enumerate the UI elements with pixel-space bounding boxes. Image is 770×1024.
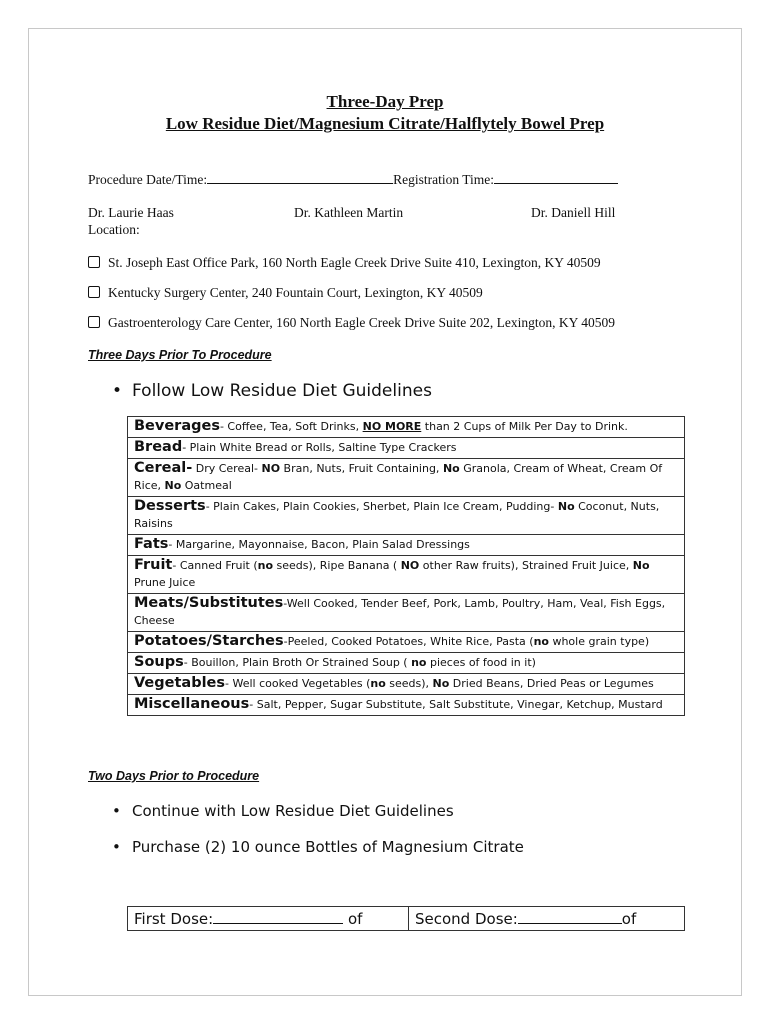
second-dose-cell <box>409 907 685 931</box>
diet-row <box>128 632 685 653</box>
location-text: Kentucky Surgery Center, 240 Fountain Court, Lexington, KY 40509 <box>108 285 483 300</box>
diet-cell <box>128 632 685 653</box>
diet-category: Potatoes/Starches <box>134 633 284 649</box>
diet-category: Cereal- <box>134 460 193 476</box>
location-label: Location: <box>88 222 140 237</box>
diet-text: - Plain Cakes, Plain Cookies, Sherbet, Plain Ice Cream, Pudding- <box>205 500 558 513</box>
diet-row <box>128 497 685 535</box>
diet-text: other Raw fruits), Strained Fruit Juice, <box>419 559 633 572</box>
diet-category: Meats/Substitutes <box>134 595 284 611</box>
diet-cell <box>128 438 685 459</box>
diet-cell <box>128 535 685 556</box>
bullet-text: Purchase (2) 10 ounce Bottles of Magnesium Citrate <box>132 838 524 856</box>
location-option-2[interactable] <box>88 285 483 301</box>
diet-row <box>128 535 685 556</box>
first-dose-field[interactable] <box>213 909 343 924</box>
diet-cell <box>128 653 685 674</box>
second-dose-label: Second Dose: <box>415 910 518 928</box>
checkbox-icon[interactable] <box>88 286 100 298</box>
checkbox-icon[interactable] <box>88 316 100 328</box>
diet-text: Prune Juice <box>134 576 196 589</box>
bullet-icon: • <box>112 802 121 820</box>
doctor-1: Dr. Laurie Haas <box>88 205 174 220</box>
diet-category: Soups <box>134 654 184 670</box>
diet-text: Bran, Nuts, Fruit Containing, <box>280 462 443 475</box>
registration-time-field[interactable] <box>494 171 618 184</box>
diet-cell <box>128 556 685 594</box>
bullet-purchase <box>112 838 524 856</box>
location-option-1[interactable] <box>88 255 601 271</box>
diet-text: no <box>257 559 274 572</box>
diet-text: No <box>164 479 182 492</box>
doctor-3: Dr. Daniell Hill <box>531 205 616 220</box>
diet-row <box>128 695 685 716</box>
diet-text: -Peeled, Cooked Potatoes, White Rice, Pasta ( <box>283 635 534 648</box>
diet-text: seeds), Ripe Banana ( <box>273 559 401 572</box>
procedure-date-field[interactable] <box>207 171 393 184</box>
diet-text: Coconut, Nuts, Raisins <box>134 500 660 530</box>
diet-text: no <box>533 635 549 648</box>
bullet-icon: • <box>112 838 121 856</box>
bullet-continue-diet <box>112 802 454 820</box>
first-dose-of: of <box>347 910 363 928</box>
first-dose-cell <box>128 907 409 931</box>
diet-row <box>128 556 685 594</box>
section-heading-two-days: Two Days Prior to Procedure <box>88 769 260 783</box>
location-text: St. Joseph East Office Park, 160 North Eagle Creek Drive Suite 410, Lexington, KY 40509 <box>108 255 601 270</box>
diet-category: Fats <box>134 536 169 552</box>
second-dose-of: of <box>621 910 637 928</box>
diet-text: than 2 Cups of Milk Per Day to Drink. <box>421 420 628 433</box>
title-line-1: Three-Day Prep <box>326 92 444 111</box>
diet-category: Miscellaneous <box>134 696 250 712</box>
diet-category: Beverages <box>134 418 220 434</box>
diet-text: NO <box>261 462 281 475</box>
diet-cell <box>128 594 685 632</box>
diet-text: seeds), <box>385 677 433 690</box>
diet-category: Fruit <box>134 557 173 573</box>
diet-row <box>128 438 685 459</box>
diet-text: Dry Cereal- <box>192 462 262 475</box>
bullet-text: Follow Low Residue Diet Guidelines <box>132 381 432 401</box>
diet-category: Vegetables <box>134 675 226 691</box>
diet-text: NO <box>400 559 420 572</box>
diet-row <box>128 653 685 674</box>
diet-cell <box>128 695 685 716</box>
diet-text: Granola, Cream of Wheat, Cream Of Rice, <box>134 462 663 492</box>
bullet-text: Continue with Low Residue Diet Guidelines <box>132 802 454 820</box>
diet-text: NO MORE <box>362 420 422 433</box>
diet-text: No <box>632 559 650 572</box>
dose-table <box>127 906 685 931</box>
doctor-2: Dr. Kathleen Martin <box>294 205 404 220</box>
procedure-row <box>88 171 618 188</box>
diet-text: No <box>442 462 460 475</box>
diet-text: - Salt, Pepper, Sugar Substitute, Salt Substitute, Vinegar, Ketchup, Mustard <box>249 698 663 711</box>
diet-text: - Bouillon, Plain Broth Or Strained Soup ( <box>183 656 412 669</box>
location-text: Gastroenterology Care Center, 160 North Eagle Creek Drive Suite 202, Lexington, KY 40509 <box>108 315 615 330</box>
procedure-date-label: Procedure Date/Time: <box>88 172 208 187</box>
second-dose-field[interactable] <box>518 909 622 924</box>
diet-cell <box>128 497 685 535</box>
diet-row <box>128 674 685 695</box>
registration-time-label: Registration Time: <box>393 172 494 187</box>
diet-text: No <box>432 677 450 690</box>
bullet-follow-diet <box>112 381 432 401</box>
diet-text: No <box>557 500 575 513</box>
diet-text: whole grain type) <box>548 635 650 648</box>
title-line-2: Low Residue Diet/Magnesium Citrate/Halflytely Bowel Prep <box>165 114 605 133</box>
diet-cell <box>128 417 685 438</box>
diet-text: no <box>370 677 386 690</box>
diet-category: Desserts <box>134 498 206 514</box>
section-heading-three-days: Three Days Prior To Procedure <box>88 348 272 362</box>
diet-text: Dried Beans, Dried Peas or Legumes <box>449 677 654 690</box>
diet-row <box>128 594 685 632</box>
diet-category: Bread <box>134 439 183 455</box>
diet-text: -Well Cooked, Tender Beef, Pork, Lamb, Poultry, Ham, Veal, Fish Eggs, Cheese <box>134 597 666 627</box>
diet-cell <box>128 459 685 497</box>
diet-text: - Well cooked Vegetables ( <box>225 677 371 690</box>
diet-text: no <box>411 656 427 669</box>
location-option-3[interactable] <box>88 315 615 331</box>
diet-row <box>128 459 685 497</box>
first-dose-label: First Dose: <box>134 910 214 928</box>
bullet-icon: • <box>112 381 123 401</box>
diet-text: pieces of food in it) <box>426 656 536 669</box>
diet-row <box>128 417 685 438</box>
diet-text: - Canned Fruit ( <box>172 559 258 572</box>
diet-text: - Margarine, Mayonnaise, Bacon, Plain Salad Dressings <box>168 538 470 551</box>
diet-text: - Plain White Bread or Rolls, Saltine Type Crackers <box>182 441 457 454</box>
diet-text: Oatmeal <box>181 479 232 492</box>
checkbox-icon[interactable] <box>88 256 100 268</box>
diet-guidelines-table <box>127 416 685 716</box>
diet-cell <box>128 674 685 695</box>
diet-text: - Coffee, Tea, Soft Drinks, <box>219 420 363 433</box>
